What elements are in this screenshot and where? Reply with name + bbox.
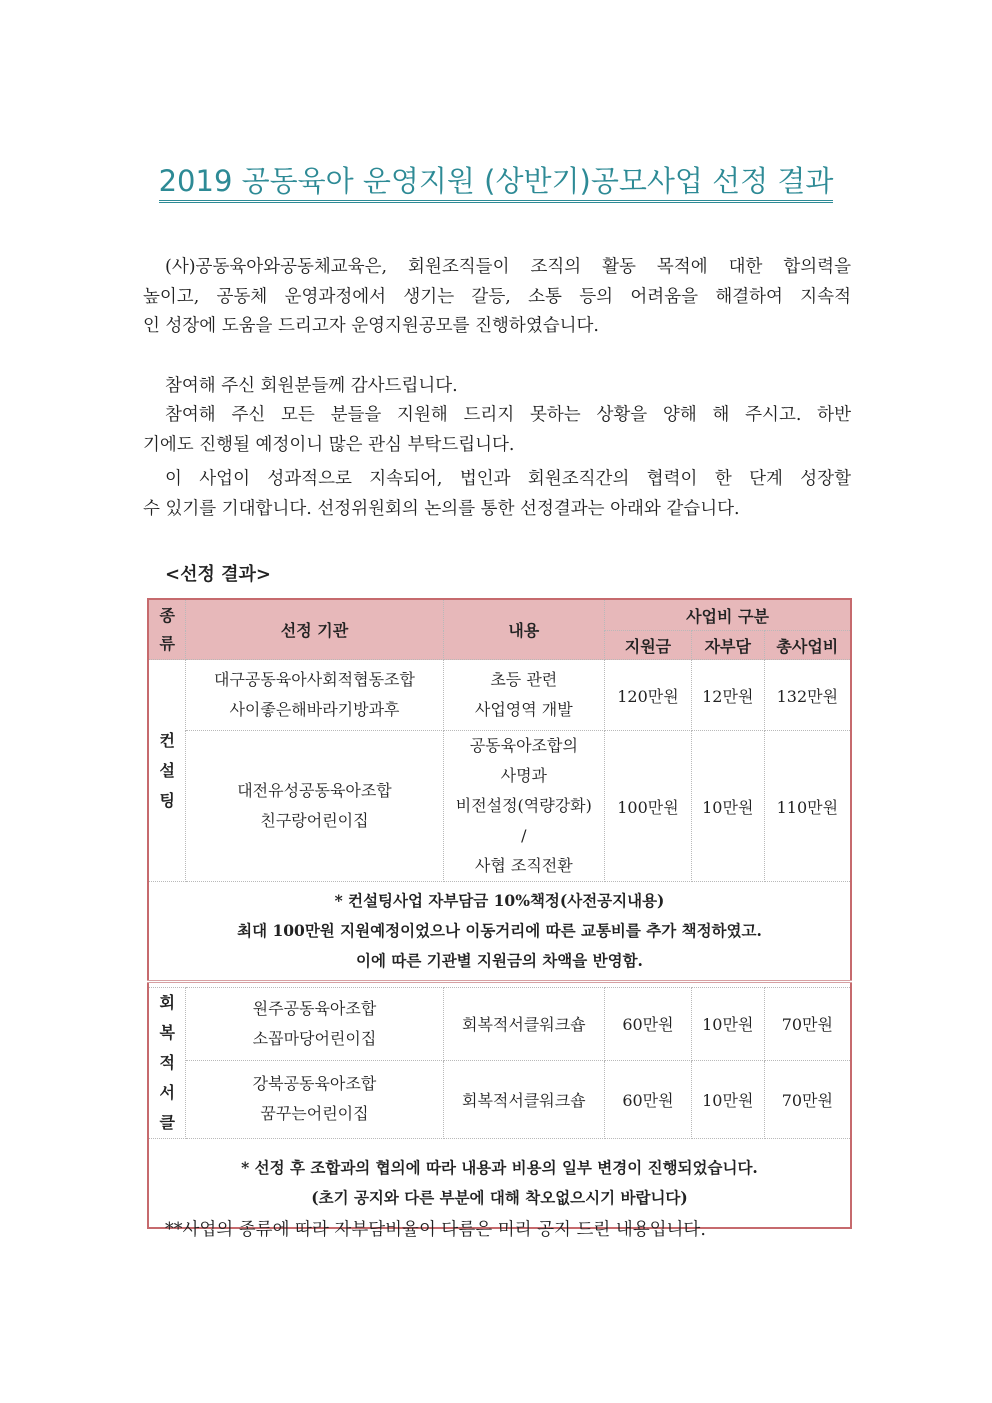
self-cell: 10만원	[691, 1060, 764, 1138]
restorative-note	[148, 1139, 851, 1229]
institution-cell	[186, 660, 443, 731]
note-line: (초기 공지와 다른 부분에 대해 착오없으시기 바랍니다)	[311, 1188, 688, 1207]
note-line: * 선정 후 조합과의 협의에 따라 내용과 비용의 일부 변경이 진행되었습니다.	[241, 1158, 758, 1177]
note-line: 최대 100만원 지원예정이었으나 이동거리에 따른 교통비를 추가 책정하였고.	[237, 921, 762, 940]
category-char: 서	[159, 1083, 175, 1102]
content-line: 공동육아조합의	[469, 736, 578, 755]
table-row	[148, 731, 851, 882]
header-content: 내용	[443, 599, 605, 660]
consulting-note-row	[148, 882, 851, 982]
category-restorative	[148, 988, 186, 1139]
apology-line: 참여해 주신 모든 분들을 지원해 드리지 못하는 상황을 양해 해 주시고. 하반	[165, 405, 851, 425]
content-line: /	[521, 826, 527, 845]
content-line: 사협 조직전환	[474, 856, 573, 875]
institution-name: 대전유성공동육아조합	[237, 781, 392, 800]
institution-name: 대구공동육아사회적협동조합	[214, 670, 415, 689]
table-row	[148, 660, 851, 731]
institution-name: 원주공동육아조합	[252, 998, 377, 1018]
apology-line: 기에도 진행될 예정이니 많은 관심 부탁드립니다.	[143, 434, 515, 455]
content-cell	[443, 660, 605, 731]
self-cell: 10만원	[691, 988, 764, 1061]
institution-subname: 소꼽마당어린이집	[252, 1028, 377, 1048]
institution-subname: 친구랑어린이집	[260, 811, 369, 830]
institution-cell	[186, 731, 443, 882]
hope-line: 수 있기를 기대합니다. 선정위원회의 논의를 통한 선정결과는 아래와 같습니다.	[143, 498, 740, 519]
header-category-char: 종	[159, 605, 175, 625]
header-total: 총사업비	[764, 631, 851, 660]
header-institution: 선정 기관	[186, 599, 443, 660]
category-char: 설	[159, 760, 175, 780]
table-row	[148, 988, 851, 1061]
intro-paragraph	[143, 253, 851, 342]
institution-cell	[186, 988, 443, 1061]
header-category	[148, 599, 186, 660]
section-label: <선정 결과>	[165, 564, 271, 585]
category-char: 적	[159, 1053, 175, 1072]
restorative-note-row	[148, 1139, 851, 1229]
apology-paragraph	[143, 401, 851, 460]
support-cell: 60만원	[605, 1060, 692, 1138]
thanks-line: 참여해 주신 회원분들께 감사드립니다.	[165, 376, 458, 396]
content-line: 초등 관련	[490, 670, 558, 689]
hope-line: 이 사업이 성과적으로 지속되어, 법인과 회원조직간의 협력이 한 단계 성장할	[165, 469, 851, 489]
content-line: 사명과	[500, 766, 547, 785]
consulting-note	[148, 882, 851, 982]
header-category-char: 류	[159, 633, 175, 653]
category-char: 복	[159, 1023, 175, 1042]
total-cell: 110만원	[764, 731, 851, 882]
institution-name: 강북공동육아조합	[252, 1074, 377, 1094]
total-cell: 70만원	[764, 988, 851, 1061]
institution-subname: 꿈꾸는어린이집	[260, 1104, 369, 1124]
document-title-text: 2019 공동육아 운영지원 (상반기)공모사업 선정 결과	[159, 163, 834, 203]
self-cell: 10만원	[691, 731, 764, 882]
content-cell: 회복적서클워크숍	[443, 1060, 605, 1138]
support-cell: 120만원	[605, 660, 692, 731]
intro-line: 높이고, 공동체 운영과정에서 생기는 갈등, 소통 등의 어려움을 해결하여 지속적	[143, 286, 851, 307]
table-header-row	[148, 599, 851, 631]
support-cell: 60만원	[605, 988, 692, 1061]
note-line: * 컨설팅사업 자부담금 10%책정(사전공지내용)	[334, 891, 665, 910]
institution-subname: 사이좋은해바라기방과후	[229, 700, 400, 719]
results-table	[147, 598, 852, 1229]
thanks-paragraph	[143, 372, 851, 402]
category-char: 컨	[159, 730, 175, 750]
hope-paragraph	[143, 465, 851, 524]
intro-line: (사)공동육아와공동체교육은, 회원조직들이 조직의 활동 목적에 대한 합의력을	[165, 257, 851, 277]
document-title	[0, 163, 992, 203]
category-char: 클	[159, 1113, 175, 1132]
footnote: **사업의 종류에 따라 자부담비율이 다름은 미리 공지 드린 내용입니다.	[165, 1220, 706, 1240]
header-support: 지원금	[605, 631, 692, 660]
category-char: 회	[159, 993, 175, 1012]
content-cell: 회복적서클워크숍	[443, 988, 605, 1061]
content-line: 사업영역 개발	[474, 700, 573, 719]
content-line: 비전설정(역량강화)	[455, 796, 592, 815]
total-cell: 70만원	[764, 1060, 851, 1138]
total-cell: 132만원	[764, 660, 851, 731]
note-line: 이에 따른 기관별 지원금의 차액을 반영함.	[356, 951, 643, 970]
institution-cell	[186, 1060, 443, 1138]
category-char: 팅	[159, 790, 175, 810]
category-consulting	[148, 660, 186, 882]
intro-line: 인 성장에 도움을 드리고자 운영지원공모를 진행하였습니다.	[143, 316, 599, 336]
header-budget-group: 사업비 구분	[605, 599, 851, 631]
table-row	[148, 1060, 851, 1138]
support-cell: 100만원	[605, 731, 692, 882]
self-cell: 12만원	[691, 660, 764, 731]
content-cell	[443, 731, 605, 882]
header-self: 자부담	[691, 631, 764, 660]
